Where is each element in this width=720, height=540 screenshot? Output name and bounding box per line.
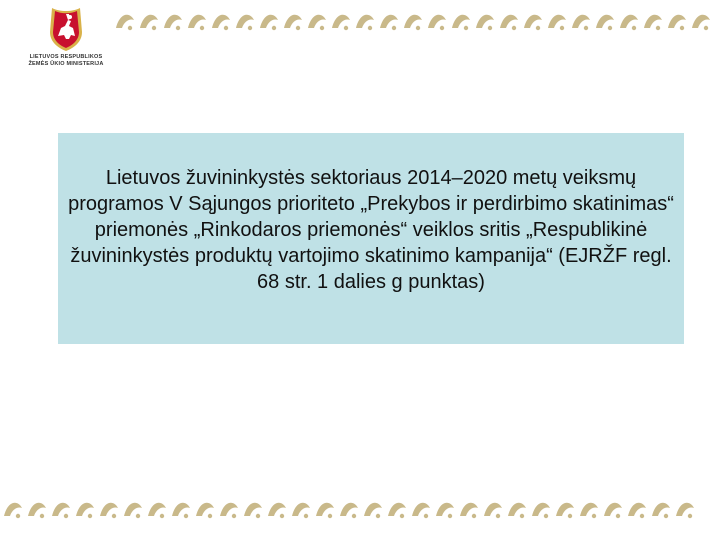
ornament-leaf [164,15,182,28]
ornament-leaf [244,503,262,516]
ministry-name-line1: LIETUVOS RESPUBLIKOS [29,54,103,60]
ornament-leaf [236,15,254,28]
ornament-leaf [284,15,302,28]
ornament-dot [272,26,276,30]
ornament-leaf [460,503,478,516]
ornament-leaf [404,15,422,28]
ornament-dot [608,26,612,30]
ornament-leaf [380,15,398,28]
ornament-leaf [212,15,230,28]
ornament-leaf [436,503,454,516]
ornament-dot [448,514,452,518]
ornament-leaf [316,503,334,516]
ornament-leaf [148,503,166,516]
ornament-dot [640,514,644,518]
ornament-leaf [332,15,350,28]
ornament-dot [512,26,516,30]
ornament-dot [296,26,300,30]
ornament-dot [368,26,372,30]
ministry-logo [20,6,112,72]
ornament-leaf [508,503,526,516]
ornament-dot [488,26,492,30]
ornament-dot [496,514,500,518]
ornament-dot [664,514,668,518]
ornament-leaf [340,503,358,516]
ornament-leaf [580,503,598,516]
ornament-leaf [4,503,22,516]
ornament-leaf [116,15,134,28]
ornament-dot [328,514,332,518]
ornament-dot [112,514,116,518]
ornament-dot [632,26,636,30]
ornament-dot [344,26,348,30]
ornament-dot [440,26,444,30]
ornament-leaf [668,15,686,28]
ornament-dot [88,514,92,518]
ornament-leaf [124,503,142,516]
ornament-leaf [676,503,694,516]
ornament-dot [536,26,540,30]
ornament-leaf [356,15,374,28]
ornament-leaf [620,15,638,28]
ornament-leaf [596,15,614,28]
ornament-dot [320,26,324,30]
ornament-dot [688,514,692,518]
ornament-leaf [220,503,238,516]
ornament-dot [248,26,252,30]
ornament-leaf [428,15,446,28]
ornament-dot [208,514,212,518]
ornament-dot [40,514,44,518]
ornament-dot [200,26,204,30]
ornament-leaf [532,503,550,516]
ministry-name [20,54,112,68]
ornament-leaf [76,503,94,516]
ornament-dot [352,514,356,518]
ornament-leaf [572,15,590,28]
ornament-leaf [412,503,430,516]
ornament-dot [400,514,404,518]
ornament-leaf [628,503,646,516]
ornament-leaf [52,503,70,516]
ornament-leaf [476,15,494,28]
ornament-leaf [500,15,518,28]
ornament-leaf [388,503,406,516]
ornament-dot [416,26,420,30]
ornament-leaf [652,503,670,516]
ornament-leaf [28,503,46,516]
ornament-dot [64,514,68,518]
ornament-leaf [524,15,542,28]
ornament-dot [656,26,660,30]
ornament-dot [160,514,164,518]
ornament-leaf [484,503,502,516]
ornament-dot [136,514,140,518]
ornament-dot [464,26,468,30]
ornament-dot [704,26,708,30]
ornament-dot [560,26,564,30]
ornament-leaf [604,503,622,516]
ministry-name-line2: ŽEMĖS ŪKIO MINISTERIJA [28,61,104,67]
ornament-dot [392,26,396,30]
title-box [58,133,684,344]
ornament-dot [184,514,188,518]
decorative-border-bottom [0,494,720,524]
ornament-dot [128,26,132,30]
ornament-dot [584,26,588,30]
ornament-leaf [268,503,286,516]
ornament-dot [568,514,572,518]
ornament-leaf [548,15,566,28]
ornament-dot [680,26,684,30]
ornament-leaf [452,15,470,28]
ornament-dot [424,514,428,518]
ornament-dot [176,26,180,30]
ornament-leaf [556,503,574,516]
ornament-dot [16,514,20,518]
ornament-leaf [364,503,382,516]
ornament-dot [472,514,476,518]
ornament-dot [544,514,548,518]
ornament-dot [232,514,236,518]
ornament-leaf [292,503,310,516]
ornament-leaf [308,15,326,28]
ornament-leaf [140,15,158,28]
title-text: Lietuvos žuvininkystės sektoriaus 2014–2020 metų veiksmų programos V Sąjungos prioriteto „Prekybos ir perdirbimo skatinimas“ priemonės „Rinkodaros priemonės“ veiklos sritis „Respublikinė žuvininkystės produktų vartojimo skatinimo kampanija“ (EJRŽF regl. 68 str. 1 dalies g punktas) [68,167,674,293]
ornament-leaf [100,503,118,516]
ornament-dot [152,26,156,30]
ornament-dot [376,514,380,518]
ornament-leaf [196,503,214,516]
ornament-dot [592,514,596,518]
ornament-leaf [644,15,662,28]
ornament-leaf [188,15,206,28]
ornament-dot [224,26,228,30]
ornament-dot [304,514,308,518]
ornament-leaf [172,503,190,516]
ornament-dot [520,514,524,518]
ornament-leaf [692,15,710,28]
ornament-dot [616,514,620,518]
decorative-border-top [112,6,720,36]
coat-of-arms-icon [46,6,86,52]
ornament-leaf [260,15,278,28]
ornament-dot [280,514,284,518]
ornament-dot [256,514,260,518]
